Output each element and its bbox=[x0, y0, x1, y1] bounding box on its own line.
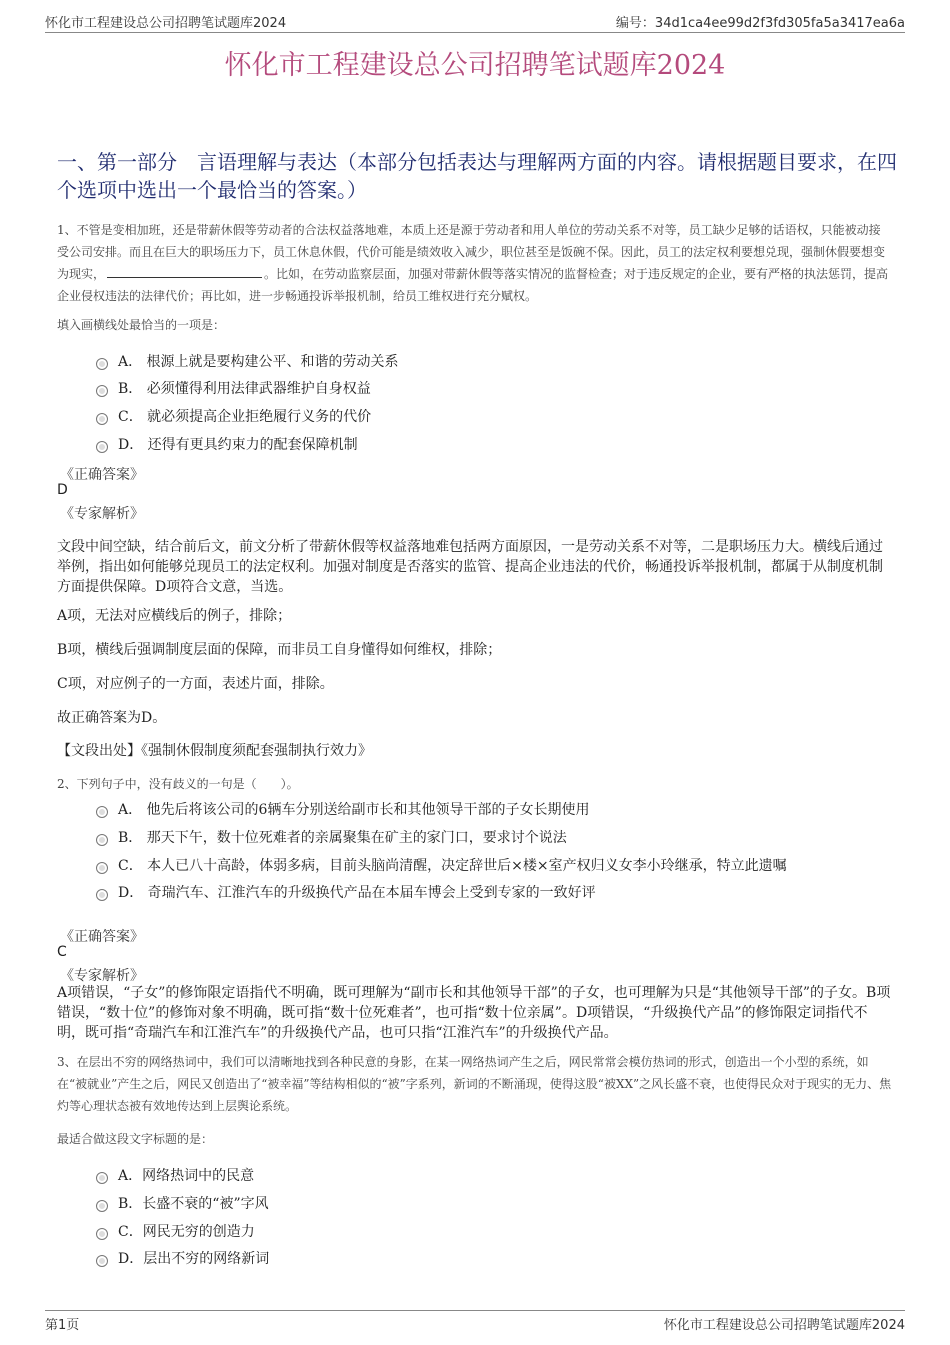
option-label: C．网民无穷的创造力 bbox=[118, 1224, 255, 1240]
option-label: B． 那天下午，数十位死难者的亲属聚集在矿主的家门口，要求讨个说法 bbox=[118, 830, 567, 846]
question-3-text: 3、在层出不穷的网络热词中，我们可以清晰地找到各种民意的身影，在某一网络热词产生之后，网民常常会模仿热词的形式，创造出一个小型的系统，如在“被就业”产生之后，网民又创造出了“被幸福”等结构相似的“被”字系列，新词的不断涌现，使得这股“被XX”之风长盛不衰，也使得民众对于现实的无力、焦灼等心理状态被有效地传达到上层舆论系统。 bbox=[57, 1055, 892, 1113]
page-number: 第1页 bbox=[45, 1318, 80, 1333]
question-1-text-a: 1、不管是变相加班，还是带薪休假等劳动者的合法权益落地难，本质上还是源于劳动者和用人单位的劳动关系不对等，员工缺少足够的话语权，只能被动接受公司安排。而且在巨大的职场压力下，员工休息休假，代价可能是绩效收入减少，职位甚至是饭碗不保。因此，员工的法定权利要想兑现，强制休假要想变为现实， bbox=[57, 223, 886, 281]
option-label: C． 就必须提高企业拒绝履行义务的代价 bbox=[118, 409, 372, 425]
header-left: 怀化市工程建设总公司招聘笔试题库2024 bbox=[45, 16, 287, 31]
q3-option-c[interactable] bbox=[96, 1221, 255, 1241]
option-label: D． 还得有更具约束力的配套保障机制 bbox=[118, 437, 358, 453]
q2-analysis-label: 《专家解析》 bbox=[60, 968, 144, 984]
radio-icon[interactable] bbox=[96, 1255, 108, 1267]
option-label: A． 他先后将该公司的6辆车分别送给副市长和其他领导干部的子女长期使用 bbox=[118, 802, 590, 818]
q1-answer-label: 《正确答案》 bbox=[60, 467, 144, 483]
radio-icon[interactable] bbox=[96, 889, 108, 901]
radio-icon[interactable] bbox=[96, 1172, 108, 1184]
option-label: B．长盛不衰的“被”字风 bbox=[118, 1196, 269, 1212]
q1-analysis-label: 《专家解析》 bbox=[60, 506, 144, 522]
q2-answer-label: 《正确答案》 bbox=[60, 929, 144, 945]
radio-icon[interactable] bbox=[96, 385, 108, 397]
radio-icon[interactable] bbox=[96, 413, 108, 425]
question-3-prompt: 最适合做这段文字标题的是： bbox=[57, 1132, 214, 1146]
q1-option-b[interactable] bbox=[96, 378, 371, 398]
q1-analysis-c: C项，对应例子的一方面，表述片面，排除。 bbox=[57, 676, 334, 692]
header-doc-id: 编号：34d1ca4ee99d2f3fd305fa5a3417ea6a bbox=[615, 16, 905, 31]
q1-analysis-b: B项，横线后强调制度层面的保障，而非员工自身懂得如何维权，排除； bbox=[57, 642, 502, 658]
q1-analysis-a: A项，无法对应横线后的例子，排除； bbox=[57, 608, 292, 624]
q1-answer: D bbox=[57, 482, 68, 498]
q1-analysis-main: 文段中间空缺，结合前后文，前文分析了带薪休假等权益落地难包括两方面原因，一是劳动关系不对等，二是职场压力大。横线后通过举例，指出如何能够兑现员工的法定权利。加强对制度是否落实的监管、提高企业违法的代价，畅通投诉举报机制，都属于从制度机制方面提供保障。D项符合文意，当选。 bbox=[57, 539, 883, 595]
q1-analysis-conclusion: 故正确答案为D。 bbox=[57, 710, 167, 726]
option-label: A．网络热词中的民意 bbox=[118, 1168, 255, 1184]
option-label: A． 根源上就是要构建公平、和谐的劳动关系 bbox=[118, 354, 399, 370]
radio-icon[interactable] bbox=[96, 862, 108, 874]
page-title: 怀化市工程建设总公司招聘笔试题库2024 bbox=[224, 50, 726, 81]
question-1-text-b: 。比如，在劳动监察层面，加强对带薪休假等落实情况的监督检查；对于违反规定的企业，要有严格的执法惩罚，提高企业侵权违法的法律代价；再比如，进一步畅通投诉举报机制，给员工维权进行充分赋权。 bbox=[57, 267, 889, 303]
q2-answer: C bbox=[57, 944, 67, 960]
radio-icon[interactable] bbox=[96, 806, 108, 818]
option-label: D． 奇瑞汽车、江淮汽车的升级换代产品在本届车博会上受到专家的一致好评 bbox=[118, 885, 596, 901]
radio-icon[interactable] bbox=[96, 441, 108, 453]
radio-icon[interactable] bbox=[96, 1200, 108, 1212]
radio-icon[interactable] bbox=[96, 358, 108, 370]
q2-option-d[interactable] bbox=[96, 882, 596, 902]
q2-option-c[interactable] bbox=[96, 855, 787, 875]
header-divider bbox=[45, 32, 905, 33]
radio-icon[interactable] bbox=[96, 1228, 108, 1240]
option-label: D．层出不穷的网络新词 bbox=[118, 1251, 270, 1267]
question-1-prompt: 填入画横线处最恰当的一项是： bbox=[57, 318, 226, 332]
q2-option-a[interactable] bbox=[96, 799, 589, 819]
q1-option-d[interactable] bbox=[96, 434, 358, 454]
q3-option-a[interactable] bbox=[96, 1165, 254, 1185]
footer-divider bbox=[45, 1310, 905, 1311]
option-label: C． 本人已八十高龄，体弱多病，目前头脑尚清醒，决定辞世后×楼×室产权归义女李小玲继承，特立此遗嘱 bbox=[118, 858, 787, 874]
q3-option-d[interactable] bbox=[96, 1248, 269, 1268]
fill-in-blank bbox=[107, 265, 262, 278]
q1-source: 【文段出处】《强制休假制度须配套强制执行效力》 bbox=[57, 743, 372, 759]
q3-option-b[interactable] bbox=[96, 1193, 269, 1213]
q1-option-a[interactable] bbox=[96, 351, 399, 371]
radio-icon[interactable] bbox=[96, 834, 108, 846]
q1-option-c[interactable] bbox=[96, 406, 371, 426]
q2-analysis: A项错误，“子女”的修饰限定语指代不明确，既可理解为“副市长和其他领导干部”的子女，也可理解为只是“其他领导干部”的子女。B项错误，“数十位”的修饰对象不明确，既可指“数十位死难者”，也可指“数十位亲属”。D项错误，“升级换代产品”的修饰限定词指代不明，既可指“奇瑞汽车和江淮汽车”的升级换代产品，也可只指“江淮汽车”的升级换代产品。 bbox=[57, 985, 891, 1041]
section-title: 一、第一部分 言语理解与表达（本部分包括表达与理解两方面的内容。请根据题目要求，在四个选项中选出一个最恰当的答案。） bbox=[57, 150, 897, 202]
option-label: B． 必须懂得利用法律武器维护自身权益 bbox=[118, 381, 371, 397]
question-2-text: 2、下列句子中，没有歧义的一句是（ ）。 bbox=[57, 777, 299, 791]
question-1-text bbox=[57, 219, 892, 307]
footer-title: 怀化市工程建设总公司招聘笔试题库2024 bbox=[663, 1318, 905, 1333]
q2-option-b[interactable] bbox=[96, 827, 567, 847]
